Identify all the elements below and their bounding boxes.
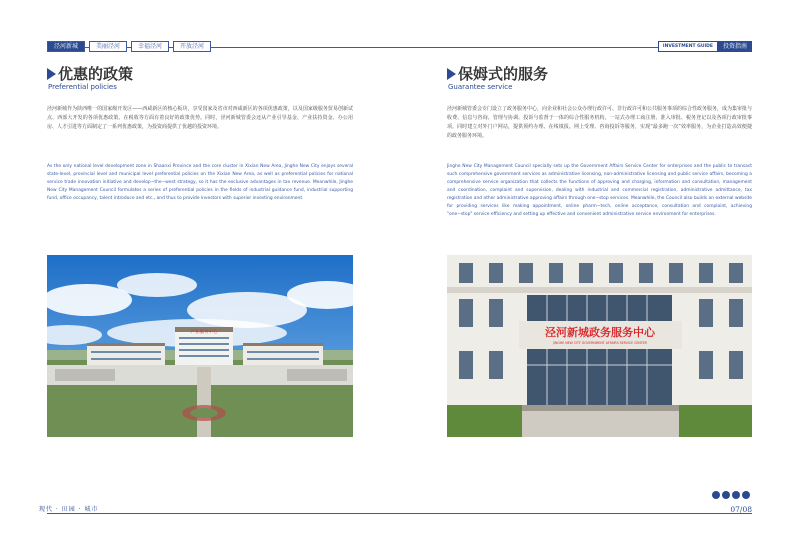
bottom-rule bbox=[47, 513, 752, 514]
footer-circle-icon bbox=[742, 491, 750, 499]
industrial-center-photo bbox=[47, 255, 353, 437]
top-nav bbox=[47, 41, 211, 52]
footer-circle-icon bbox=[712, 491, 720, 499]
nav-tab-jinghe[interactable]: 泾河新城 bbox=[47, 41, 85, 52]
nav-tab-open[interactable]: 开放泾河 bbox=[173, 41, 211, 52]
right-en-paragraph: Jinghe New City Management Council specially sets up the Government Affairs Service Center for enterprises and the public to transact such comprehensive government services as administrative licensing, non-administrative licensing and public service affairs, becoming a comprehensive service organization that collects the functions of approving and charging, information and consultation, management and coordination, complaint and supervision, dealing with industrial and commercial registration, administrative admittance, tax registration and other administrative approving affairs through one−stop services. Meanwhile, the Council also builds an external website for providing services like making appointment, online pharm−tech, online acceptance, consultation and complaint, achieving "one−stop" service efficiency and setting up effective and convenient administrative service environment for enterprises. bbox=[447, 164, 752, 217]
left-en-paragraph: As the only national level development zone in Shaanxi Province and the core cluster in Xixian New Area, Jinghe New City enjoys several state-level, provincial level and municipal level preferential policies on the Xixian New Area, as well as preferential policies for national service trade innovation initiative and develop−the−west strategy, so it has the exclusive advantages in tax revenue. Meanwhile, Jinghe New City Management Council formulates a series of preferential policies in the fields of industrial guidance fund, industrial supporting fund, office occupancy, talent introduce and etc., and thus to provide investors with superior investing environment. bbox=[47, 164, 353, 201]
service-center-sign-en: JINGHE NEW CITY GOVERNMENT AFFAIRS SERVICE CENTER bbox=[553, 341, 647, 345]
guide-en: INVESTMENT GUIDE bbox=[658, 41, 718, 52]
right-heading bbox=[447, 66, 548, 91]
right-cn-paragraph: 泾河新城管委会专门设立了政务服务中心，向企业和社会公众办理行政许可、非行政许可和公共服务事项的综合性政务服务，成为集审批与收费、信息与咨询、管理与协调、投诉与监督于一体的综合性服务机构，一站式办理工商注册、准入审批、税务登记以及各项行政审批事项。同时建立对外门户网站，提供预约办理、在线填报、网上受理、咨询投诉等服务，实现“最多跑一次”效率服务，为企业打造高效便捷的政务服务环境。 bbox=[447, 106, 753, 139]
left-photo-sign: 产业服务中心 bbox=[190, 330, 218, 335]
triangle-icon bbox=[47, 68, 56, 80]
left-cn-paragraph: 泾河新城作为陕西唯一的国家级开发区——西咸新区的核心板块，享受国家及省市对西咸新区的各项优惠政策，以及国家级服务贸易创新试点、西部大开发的各项优惠政策。在税收等方面有着良好的政策优势。同时，泾河新城管委会还从产业引导基金、产业扶持资金、办公用房、人才引进等方面制定了一系列优惠政策，为投资商提供了优越的投资环境。 bbox=[47, 106, 353, 130]
right-photo bbox=[447, 255, 752, 437]
nav-tab-happy[interactable]: 幸福泾河 bbox=[131, 41, 169, 52]
investment-guide-badge bbox=[658, 41, 752, 52]
nav-tab-beautiful[interactable]: 美丽泾河 bbox=[89, 41, 127, 52]
left-photo bbox=[47, 255, 353, 437]
left-title-en: Preferential policies bbox=[48, 83, 117, 91]
guide-cn: 投资指南 bbox=[718, 41, 752, 52]
left-heading bbox=[47, 66, 133, 91]
footer-circle-icon bbox=[722, 491, 730, 499]
page-number: 07/08 bbox=[730, 505, 752, 514]
government-service-center-photo bbox=[447, 255, 752, 437]
right-title-cn: 保姆式的服务 bbox=[458, 65, 549, 83]
triangle-icon bbox=[447, 68, 456, 80]
right-title-en: Guarantee service bbox=[448, 83, 513, 91]
footer-icons bbox=[712, 491, 750, 499]
footer-circle-icon bbox=[732, 491, 740, 499]
left-title-cn: 优惠的政策 bbox=[58, 65, 134, 83]
service-center-sign-cn: 泾河新城政务服务中心 bbox=[545, 326, 655, 339]
footer-slogan: 现代 · 田园 · 城市 bbox=[39, 506, 99, 513]
